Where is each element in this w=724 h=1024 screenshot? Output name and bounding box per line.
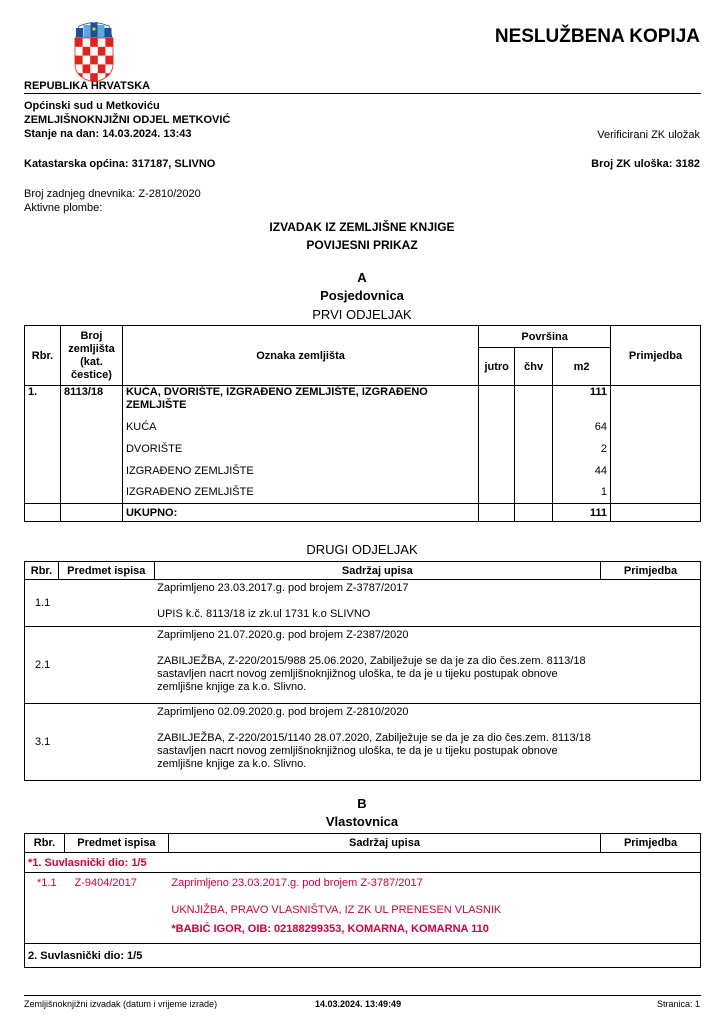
section-a-letter: A — [357, 270, 367, 285]
second-dept-table: Rbr. Predmet ispisa Sadržaj upisa Primjedba 1.1 Zaprimljeno 23.03.2017.g. pod brojem Z-3787/2017 UPIS k.č. 8113/18 iz zk.ul 1731 k.o SLIVNO 2.1 Zaprimljeno 21.07.2020.g. pod brojem Z-2387/2020 ZABILJEŽBA, Z-220/2015/988 25.06.2020, Zabilježuje se da je za dio čes.zem. 8113/18 sastavljen nacrt novog zemljišnoknjižnog uloška, te da je u tijeku postupak obnove zemljišne knjige za k.o. Slivno. 3.1 Zaprimljeno 02.09.2020.g. pod brojem Z-2810/2020 ZABILJEŽBA, Z-220/2015/1140 28.07.2020, Zabilježuje se da je za dio čes.zem. 8113/18 sastavljen nacrt novog zemljišnoknjižnog uloška, te da je u tijeku postupak obnove zemljišne knjige za k.o. Slivno. — [24, 561, 701, 781]
republic-label: REPUBLIKA HRVATSKA — [24, 80, 151, 92]
court-name: Općinski sud u Metkoviću — [24, 100, 160, 112]
table-row: 3.1 Zaprimljeno 02.09.2020.g. pod brojem Z-2810/2020 ZABILJEŽBA, Z-220/2015/1140 28.07.2020, Zabilježuje se da je za dio čes.zem. 8113/18 sastavljen nacrt novog zemljišnoknjižnog uloška, te da je u tijeku postupak obnove zemljišne knjige za k.o. Slivno. — [25, 704, 701, 781]
section-a-name: Posjedovnica — [320, 288, 404, 303]
section-b-letter: B — [357, 796, 367, 811]
section-b-name: Vlastovnica — [325, 814, 399, 829]
parcel-table — [24, 325, 701, 522]
verified-label: Verificirani ZK uložak — [597, 129, 700, 141]
table-row: IZGRAĐENO ZEMLJIŠTE 1 — [25, 482, 701, 504]
col-m2: m2 — [553, 348, 611, 386]
doc-title: IZVADAK IZ ZEMLJIŠNE KNJIGE — [269, 220, 455, 234]
second-dept-title: DRUGI ODJELJAK — [306, 542, 418, 557]
first-dept-title: PRVI ODJELJAK — [312, 307, 412, 322]
col-rbr: Rbr. — [25, 326, 61, 386]
share-row: *1. Suvlasnički dio: 1/5 — [25, 853, 701, 873]
table-row: 1.1 Zaprimljeno 23.03.2017.g. pod brojem Z-3787/2017 UPIS k.č. 8113/18 iz zk.ul 1731 k.o SLIVNO — [25, 580, 701, 627]
footer-datetime: 14.03.2024. 13:49:49 — [315, 999, 402, 1009]
doc-subtitle: POVIJESNI PRIKAZ — [306, 238, 418, 252]
total-row: UKUPNO: 111 — [25, 504, 701, 522]
active-seals: Aktivne plombe: — [24, 202, 103, 214]
state-date: Stanje na dan: 14.03.2024. 13:43 — [24, 128, 192, 140]
ownership-table: Rbr. Predmet ispisa Sadržaj upisa Primjedba *1. Suvlasnički dio: 1/5 *1.1 Z-9404/2017 Zaprimljeno 23.03.2017.g. pod brojem Z-3787/2017 UKNJIŽBA, PRAVO VLASNIŠTVA, IZ ZK UL PRENESEN VLASNIK *BABIĆ IGOR, OIB: 02188299353, KOMARNA, KOMARNA 110 2. Suvlasnički dio: 1/5 — [24, 833, 701, 968]
table-row: DVORIŠTE 2 — [25, 438, 701, 460]
table-row: 1. 8113/18 KUĆA, DVORIŠTE, IZGRAĐENO ZEMLJIŠTE, IZGRAĐENO ZEMLJIŠTE 111 — [25, 386, 701, 416]
coat-of-arms-icon — [73, 22, 115, 82]
cadastral-municipality: Katastarska općina: 317187, SLIVNO — [24, 158, 216, 170]
footer-page: Stranica: 1 — [656, 999, 700, 1009]
department-name: ZEMLJIŠNOKNJIŽNI ODJEL METKOVIĆ — [24, 114, 231, 126]
footer-rule — [24, 995, 701, 996]
watermark-title: NESLUŽBENA KOPIJA — [494, 26, 700, 47]
zk-number: Broj ZK uloška: 3182 — [591, 158, 700, 170]
table-row: *1.1 Z-9404/2017 Zaprimljeno 23.03.2017.g. pod brojem Z-3787/2017 UKNJIŽBA, PRAVO VLASNIŠTVA, IZ ZK UL PRENESEN VLASNIK *BABIĆ IGOR, OIB: 02188299353, KOMARNA, KOMARNA 110 — [25, 873, 701, 944]
last-diary: Broj zadnjeg dnevnika: Z-2810/2020 — [24, 188, 201, 200]
col-chv: čhv — [515, 348, 553, 386]
col-povrsina: Površina — [479, 326, 611, 348]
col-jutro: jutro — [479, 348, 515, 386]
col-broj: Broj zemljišta (kat. čestice) — [60, 326, 122, 386]
col-primjedba: Primjedba — [611, 326, 701, 386]
footer-left: Zemljišnoknjižni izvadak (datum i vrijeme izrade) — [24, 999, 218, 1009]
header-rule — [24, 93, 701, 94]
share-row: 2. Suvlasnički dio: 1/5 — [25, 944, 701, 968]
table-row: KUĆA 64 — [25, 416, 701, 438]
table-row: 2.1 Zaprimljeno 21.07.2020.g. pod brojem Z-2387/2020 ZABILJEŽBA, Z-220/2015/988 25.06.2020, Zabilježuje se da je za dio čes.zem. 8113/18 sastavljen nacrt novog zemljišnoknjižnog uloška, te da je u tijeku postupak obnove zemljišne knjige za k.o. Slivno. — [25, 627, 701, 704]
col-oznaka: Oznaka zemljišta — [122, 326, 478, 386]
table-row: IZGRAĐENO ZEMLJIŠTE 44 — [25, 460, 701, 482]
